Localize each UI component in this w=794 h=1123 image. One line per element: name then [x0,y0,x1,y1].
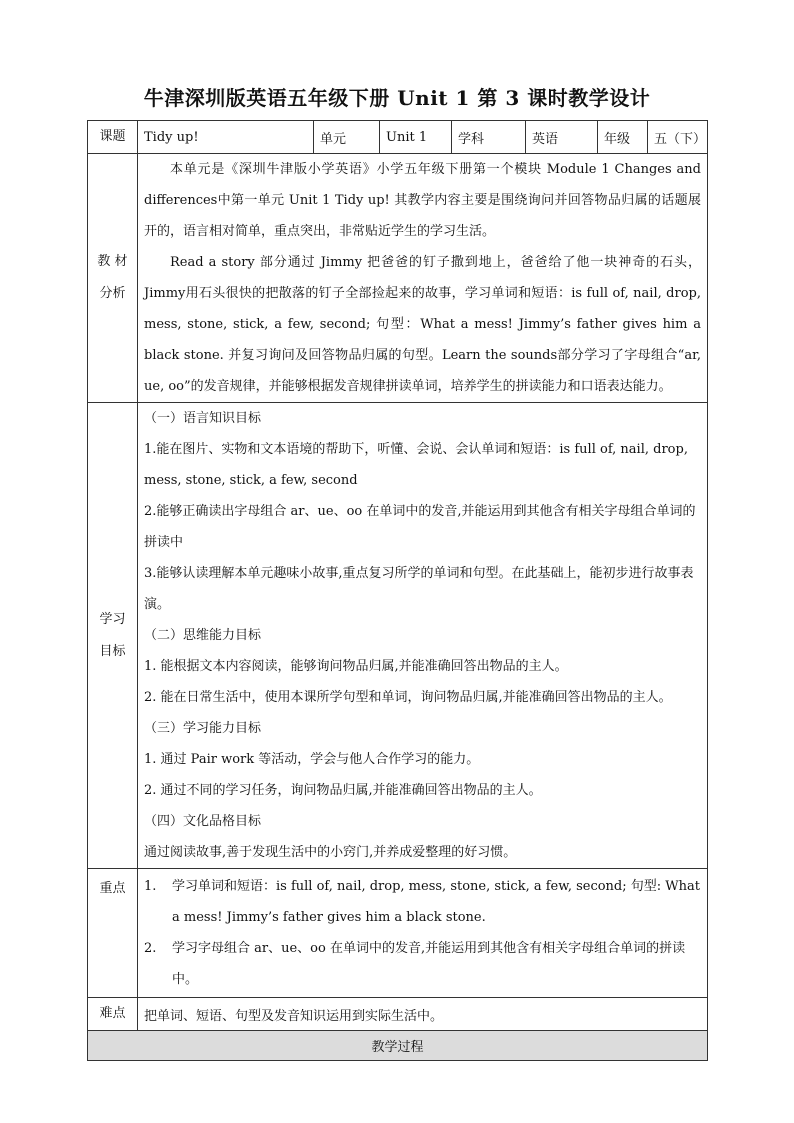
goal-line: 3.能够认读理解本单元趣味小故事,重点复习所学的单词和句型。在此基础上，能初步进行故事表演。 [144,566,694,612]
key-point-number: 2. [144,941,157,956]
subject-label: 学科 [452,121,526,154]
analysis-label-line2: 分析 [99,286,126,301]
goal-line: 1. 能根据文本内容阅读，能够询问物品归属,并能准确回答出物品的主人。 [144,659,568,674]
document-title: 牛津深圳版英语五年级下册 Unit 1 第 3 课时教学设计 [143,86,651,110]
key-points-row [88,869,708,998]
header-row [88,121,708,154]
grade-value: 五（下） [648,121,708,154]
analysis-content [138,154,708,403]
goal-line: 2. 能在日常生活中，使用本课所学句型和单词，询问物品归属,并能准确回答出物品的主人。 [144,690,672,705]
goal-line: （四）文化品格目标 [144,814,262,829]
goal-line: 1.能在图片、实物和文本语境的帮助下，听懂、会说、会认单词和短语：is full of, nail, drop, mess, stone, stick, a few, second [144,442,688,488]
topic-value: Tidy up! [138,121,314,154]
goals-row [88,403,708,869]
goal-line: 2. 通过不同的学习任务，询问物品归属,并能准确回答出物品的主人。 [144,783,542,798]
unit-label: 单元 [314,121,380,154]
goals-label-line1: 学习 [99,611,126,627]
key-points-label: 重点 [88,869,138,998]
teaching-process-header: 教学过程 [88,1031,708,1061]
goal-line: （三）学习能力目标 [144,721,262,736]
key-point-number: 1. [144,879,157,894]
goal-line: （二）思维能力目标 [144,628,262,643]
key-point-item [144,871,701,933]
goal-line: 2.能够正确读出字母组合 ar、ue、oo 在单词中的发音,并能运用到其他含有相关字母组合单词的拼读中 [144,504,696,550]
grade-label: 年级 [598,121,648,154]
key-point-text: 学习单词和短语：is full of, nail, drop, mess, stone, stick, a few, second; 句型: What a mess! Jimmy’s father gives him a black stone. [172,879,700,925]
goal-line: 通过阅读故事,善于发现生活中的小窍门,并养成爱整理的好习惯。 [144,845,517,860]
lesson-design-table [87,120,708,1061]
goals-label [88,403,138,869]
analysis-row [88,154,708,403]
analysis-paragraph-1: 本单元是《深圳牛津版小学英语》小学五年级下册第一个模块 Module 1 Changes and differences中第一单元 Unit 1 Tidy up! 其教学内容主要是围绕询问并回答物品归属的话题展开的，语言相对简单，重点突出，非常贴近学生的学习生活。 [144,162,701,239]
unit-value: Unit 1 [380,121,452,154]
goal-line: 1. 通过 Pair work 等活动，学会与他人合作学习的能力。 [144,752,480,767]
key-points-content [138,869,708,998]
difficulty-label: 难点 [88,998,138,1031]
analysis-label [88,154,138,403]
analysis-label-line1: 教 材 [97,254,128,269]
key-point-item [144,933,701,995]
difficulty-text: 把单词、短语、句型及发音知识运用到实际生活中。 [138,998,708,1031]
analysis-paragraph-2: Read a story 部分通过 Jimmy 把爸爸的钉子撒到地上，爸爸给了他一块神奇的石头，Jimmy用石头很快的把散落的钉子全部捡起来的故事，学习单词和短语：is full of, nail, drop, mess, stone, stick, a few, second; 句型：What a mess! Jimmy’s father gives him a black stone. 并复习询问及回答物品归属的句型。Learn the sounds部分学习了字母组合“ar, ue, oo”的发音规律，并能够根据发音规律拼读单词，培养学生的拼读能力和口语表达能力。 [144,255,701,394]
difficulty-row [88,998,708,1031]
process-row [88,1031,708,1061]
topic-label: 课题 [88,121,138,154]
goals-label-line2: 目标 [99,643,126,659]
goal-line: （一）语言知识目标 [144,411,262,426]
key-point-text: 学习字母组合 ar、ue、oo 在单词中的发音,并能运用到其他含有相关字母组合单词的拼读中。 [172,941,686,987]
subject-value: 英语 [526,121,598,154]
goals-content [138,403,708,869]
